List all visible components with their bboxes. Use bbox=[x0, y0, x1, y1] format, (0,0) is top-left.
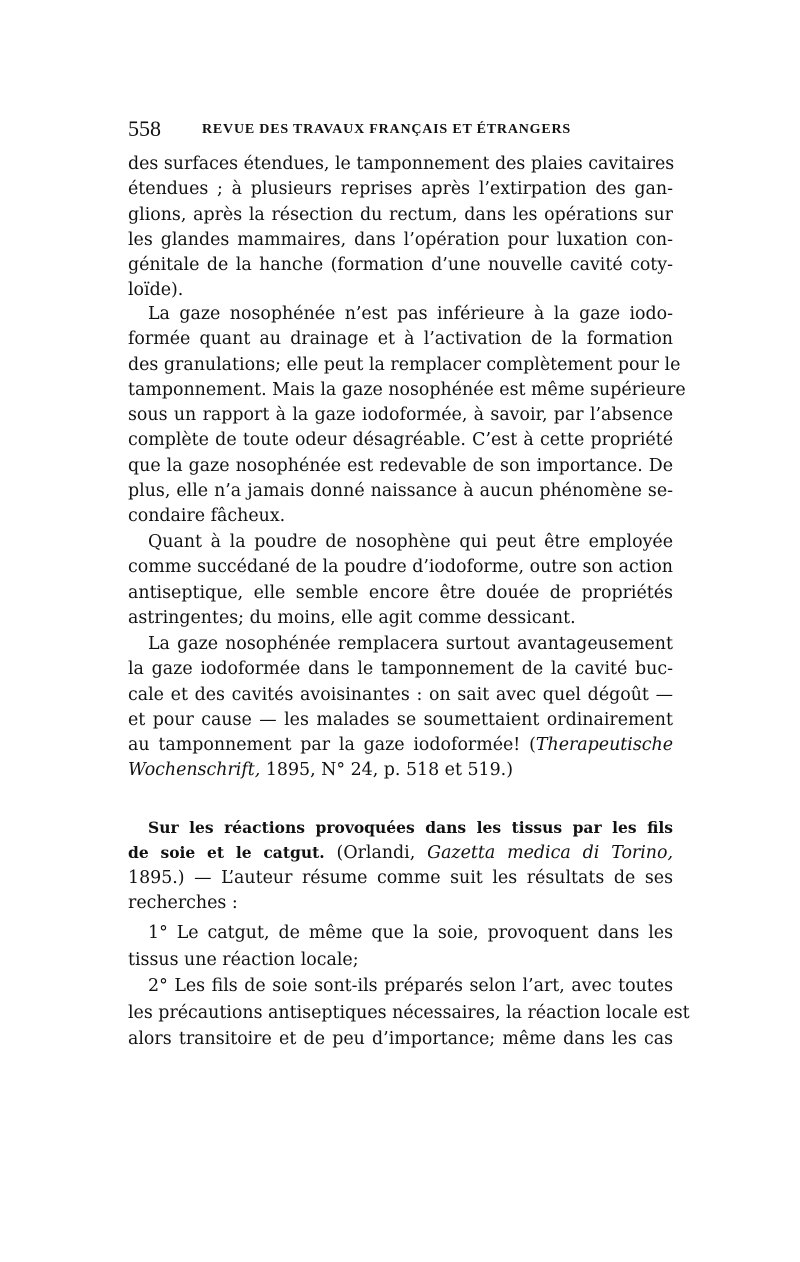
text-line: condaire fâcheux. bbox=[128, 506, 286, 527]
article-orlandi bbox=[128, 815, 690, 1053]
text-line: cale et des cavités avoisinantes : on sait avec quel dégoût — bbox=[128, 684, 673, 705]
text-line: La gaze nosophénée n’est pas inférieure à la gaze iodo- bbox=[148, 304, 673, 324]
text-line: formée quant au drainage et à l’activation de la formation bbox=[128, 329, 673, 350]
paragraph-3 bbox=[128, 530, 673, 631]
text-line: antiseptique, elle semble encore être douée de propriétés bbox=[128, 582, 673, 603]
article-title: Sur les réactions provoquées dans les tissus par les fils bbox=[148, 818, 673, 837]
text-line: que la gaze nosophénée est redevable de son importance. De bbox=[128, 455, 673, 476]
text-line: 1895.) — L’auteur résume comme suit les résultats de ses bbox=[128, 867, 673, 888]
paragraph-1 bbox=[128, 152, 673, 304]
paragraph-2 bbox=[128, 302, 686, 530]
text-line: plus, elle n’a jamais donné naissance à aucun phénomène se- bbox=[128, 481, 673, 502]
text-line bbox=[128, 733, 673, 758]
text-line bbox=[128, 840, 673, 865]
text-line: comme succédané de la poudre d’iodoforme, outre son action bbox=[128, 557, 673, 578]
text-line: des granulations; elle peut la remplacer complètement pour le bbox=[128, 354, 681, 375]
text-line: génitale de la hanche (formation d’une nouvelle cavité coty- bbox=[128, 255, 673, 276]
text-line: sous un rapport à la gaze iodoformée, à savoir, par l’absence bbox=[128, 405, 673, 426]
numbered-list bbox=[128, 920, 690, 1053]
list-item-line: tissus une réaction locale; bbox=[128, 949, 359, 970]
journal-title: Therapeutische bbox=[535, 735, 673, 756]
text-fragment: au tamponnement par la gaze iodoformée! bbox=[128, 735, 521, 756]
list-item-line: alors transitoire et de peu d’importance; même dans les cas bbox=[128, 1029, 673, 1050]
text-line: la gaze iodoformée dans le tamponnement de la cavité buc- bbox=[128, 659, 673, 680]
text-line: étendues ; à plusieurs reprises après l’extirpation des gan- bbox=[128, 179, 673, 200]
text-line: La gaze nosophénée remplacera surtout avantageusement bbox=[148, 634, 673, 654]
paragraph-4 bbox=[128, 632, 673, 784]
author-citation: (Orlandi, bbox=[324, 843, 428, 864]
text-line: Quant à la poudre de nosophène qui peut être employée bbox=[148, 532, 673, 552]
text-line: glions, après la résection du rectum, dans les opérations sur bbox=[128, 204, 673, 225]
list-item-line: 2° Les fils de soie sont-ils préparés selon l’art, avec toutes bbox=[148, 976, 673, 997]
text-line: complète de toute odeur désagréable. C’est à cette propriété bbox=[128, 430, 673, 451]
text-line: astringentes; du moins, elle agit comme dessicant. bbox=[128, 607, 576, 628]
article-title-continued: de soie et le catgut. bbox=[128, 843, 325, 863]
list-item-line: 1° Le catgut, de même que la soie, provoquent dans les bbox=[148, 923, 673, 944]
text-line: les glandes mammaires, dans l’opération pour luxation con- bbox=[128, 229, 673, 250]
citation-details: 1895, N° 24, p. 518 et 519.) bbox=[260, 760, 513, 781]
running-title: REVUE DES TRAVAUX FRANÇAIS ET ÉTRANGERS bbox=[202, 122, 571, 137]
text-line: tamponnement. Mais la gaze nosophénée est même supérieure bbox=[128, 379, 686, 400]
text-line: loïde). bbox=[128, 280, 184, 301]
citation-open: ( bbox=[520, 735, 536, 756]
text-line: et pour cause — les malades se soumettaient ordinairement bbox=[128, 709, 673, 730]
list-item-line: les précautions antiseptiques nécessaires, la réaction locale est bbox=[128, 1002, 690, 1023]
text-line: des surfaces étendues, le tamponnement des plaies cavitaires bbox=[128, 154, 675, 174]
text-line: recherches : bbox=[128, 892, 238, 913]
journal-title: Gazetta medica di Torino, bbox=[427, 843, 673, 864]
page-number: 558 bbox=[128, 116, 161, 141]
journal-title-continued: Wochenschrift, bbox=[128, 760, 261, 781]
running-head bbox=[128, 116, 673, 140]
text-line bbox=[128, 758, 673, 783]
